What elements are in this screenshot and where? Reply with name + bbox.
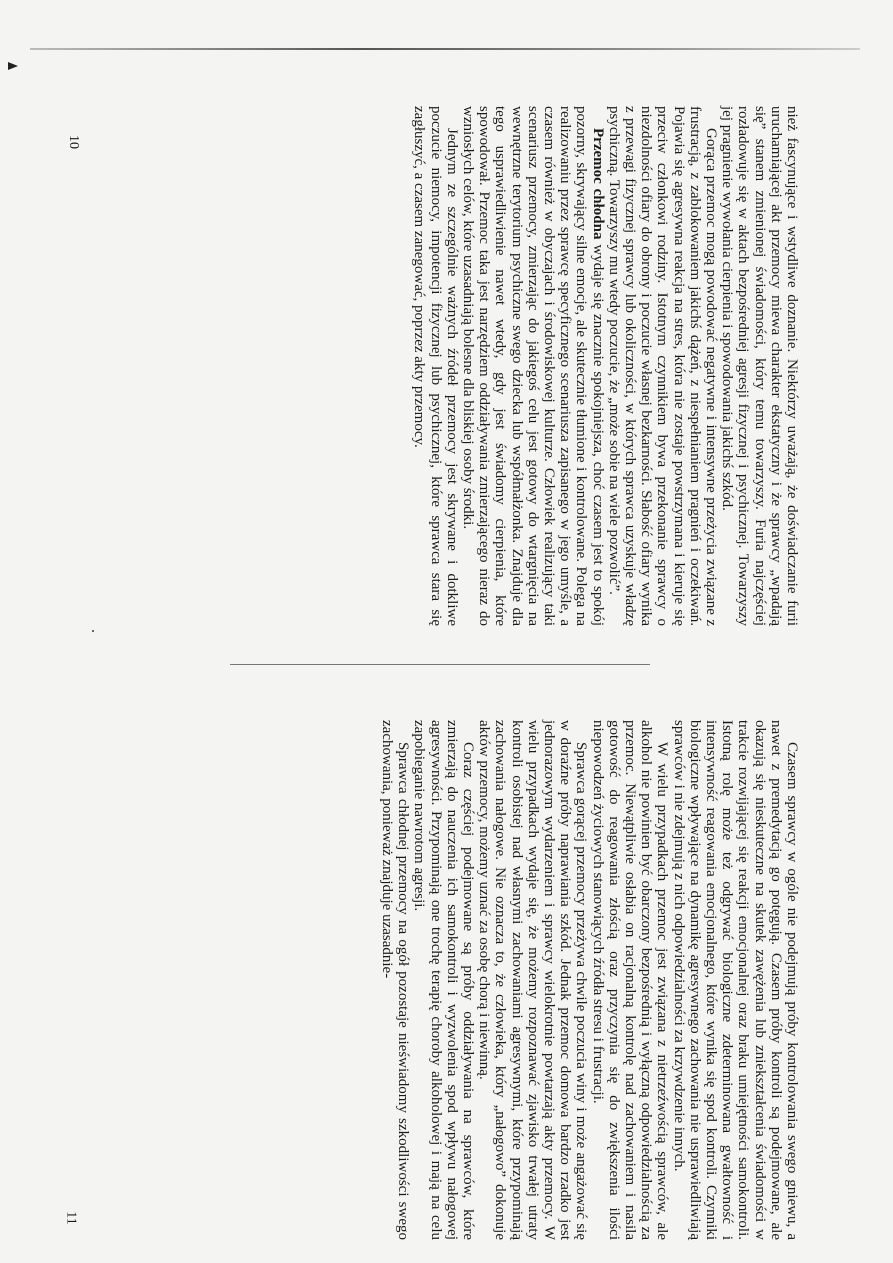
scan-corner-mark	[8, 62, 18, 70]
paragraph	[719, 106, 800, 626]
paragraph	[460, 106, 606, 626]
paragraph-text: W wielu przypadkach przemoc jest związana z nietrzeźwością sprawców, ale alkohol nie powinien być obarczony bezpośrednią i wyłączną odpowiedzialnością za przemoc. Niewątpliwie osłabia on racjonalną kontrolę nad zachowaniem i nasila gotowość do reagowania złością oraz przyczynia się do zwiększenia ilości niepowodzeń życiowych stanowiących źródła stresu i frustracji.	[589, 720, 671, 1240]
paragraph	[589, 720, 670, 1240]
paragraph	[411, 106, 460, 626]
paragraph-text: nież fascynujące i wstydliwe doznanie. Niektórzy uważają, że doświadczanie furii uruchamiającej akt przemocy miewa charakter ekstatyczny i że sprawcy „wpadają się” stanem zmienionej świadomości, który temu towarzyszy. Furia najczęściej rozładowuje się w aktach bezpośredniej agresji fizycznej i psychicznej. Towarzyszy jej pragnienie wywołania cierpienia i spowodowania jakichś szkód.	[719, 106, 800, 626]
paragraph-text: Sprawca chłodnej przemocy na ogół pozostaje nieświadomy szkodliwości swego zachowania, ponieważ znajduje uzasadnie-	[378, 720, 412, 1240]
page-number-left: 10	[66, 135, 81, 149]
paragraph	[411, 720, 476, 1240]
paragraph	[476, 720, 589, 1240]
page-divider	[230, 664, 650, 665]
paragraph-lead: Przemoc chłodna	[589, 128, 606, 240]
page-left	[80, 106, 800, 626]
paragraph-text: Sprawca gorącej przemocy przeżywa chwile poczucia winy i może angażować się w doraźne próby naprawiania szkód. Jednak przemoc domowa bardzo rzadko jest jednorazowym wydarzeniem i sprawcy wielokrotnie powtarzają akty przemocy. W wielu przypadkach wydaje się, że możemy rozpoznawać zjawisko trwałej utraty kontroli osobistej nad własnymi zachowaniami agresywnymi, które przypominają zachowania nałogowe. Nie oznacza to, że człowieka, który „nałogowo” dokonuje aktów przemocy, możemy uznać za osobę chorą i niewinną.	[476, 720, 590, 1240]
paragraph-text: Gorąca przemoc mogą powodować negatywne i intensywne przeżycia związane z frustracją, z zablokowaniem jakichś dążeń, z niespełnianiem pragnień i oczekiwań. Pojawia się agresywna reakcja na stres, która nie zostaje powstrzymana i kieruje się przeciw członkowi rodziny. Istotnym czynnikiem bywa przekonanie sprawcy o niezdolności ofiary do obrony i poczucie własnej bezkarności. Słabość ofiary wynika z przewagi fizycznej sprawcy lub okoliczności, w których sprawca uzyskuje władzę psychiczną. Towarzyszy mu wtedy poczucie, że „może sobie na wiele pozwolić”.	[605, 106, 719, 626]
page-number-right: 11	[63, 1211, 79, 1225]
paragraph-text: Czasem sprawcy w ogóle nie podejmują próby kontrolowania swego gniewu, a nawet z premedytacją go potęgują. Czasem próby kontroli są podejmowane, ale okazują się nieskuteczne na skutek zawężenia lub zniekształcenia świadomości w trakcie rozwijającej się reakcji emocjonalnej oraz braku umiejętności samokontroli. Istotną rolę może też odgrywać biologiczne zdeterminowana gwałtowność i intensywność reagowania emocjonalnego, które wynika się spod kontroli. Czynniki biologiczne wpływające na dynamikę agresywnego zachowania nie usprawiedliwiają sprawców i nie zdejmują z nich odpowiedzialności za krzywdzenie innych.	[670, 720, 800, 1240]
scan-edge-line	[30, 48, 860, 50]
paragraph-text: wydaje się znacznie spokojniejsza, choć czasem jest to spokój pozorny, skrywający silne emocje, ale skutecznie tłumione i kontrolowane. Polega na realizowaniu przez sprawcę specyficznego scenariusza zapisanego w jego umyśle, a czasem również w obyczajach i środowiskowej kulturze. Człowiek realizujący taki scenariusz przemocy, zmierzając do jakiegoś celu jest gotowy do wtargnięcia na wewnętrzne terytorium psychiczne swego dziecka lub współmałżonka. Znajduje dla tego usprawiedliwienie nawet wtedy, gdy jest świadomy cierpienia, które spowodował. Przemoc taka jest narzędziem oddziaływania zmierzającego nieraz do wzniosłych celów, które uzasadniają bolesne dla bliskiej osoby środki.	[459, 106, 606, 626]
paragraph-text: Jednym ze szczególnie ważnych źródeł przemocy jest skrywane i dotkliwe poczucie niemocy, impotencji fizycznej lub psychicznej, które sprawca stara się zagłuszyć, a czasem zanegować, poprzez akty przemocy.	[411, 106, 460, 626]
paragraph	[670, 720, 800, 1240]
scan-speck	[92, 630, 94, 632]
paragraph-text: Coraz częściej podejmowane są próby oddziaływania na sprawców, które zmierzają do nauczenia ich samokontroli i wyzwolenia spod wpływu nałogowej agresywności. Przypominają one trochę terapię choroby alkoholowej i mają na celu zapobieganie nawrotom agresji.	[411, 720, 476, 1240]
page-right	[80, 720, 800, 1240]
paragraph	[379, 720, 411, 1240]
paragraph	[606, 106, 719, 626]
